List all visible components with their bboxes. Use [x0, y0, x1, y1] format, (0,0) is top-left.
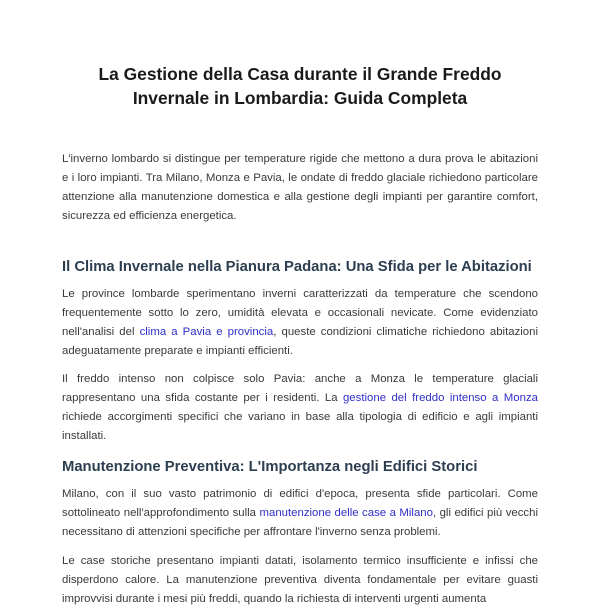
paragraph-text: Il freddo intenso non colpisce solo Pavia: anche a Monza le temperature glaciali rappresentano una sfida costante per i residenti. La [62, 373, 538, 404]
link-freddo-monza[interactable]: gestione del freddo intenso a Monza [342, 392, 538, 404]
climate-paragraph-2 [62, 370, 538, 446]
paragraph-text: Milano, con il suo vasto patrimonio di edifici d'epoca, presenta sfide particolari. Come sottolineato nell'approfondimento sulla [62, 488, 538, 519]
paragraph-text: Le province lombarde sperimentano inverni caratterizzati da temperature che scendono frequentemente sotto lo zero, umidità elevata e occasionali nevicate. Come evidenziato nell'analisi del [62, 288, 538, 338]
section-heading-maintenance: Manutenzione Preventiva: L'Importanza negli Edifici Storici [62, 459, 478, 475]
intro-paragraph: L'inverno lombardo si distingue per temperature rigide che mettono a dura prova le abitazioni e i loro impianti. Tra Milano, Monza e Pavia, le ondate di freddo glaciale richiedono particolare attenzione alla manutenzione domestica e alla gestione degli impianti per garantire comfort, sicurezza ed efficienza energetica. [62, 153, 538, 222]
title-line-1: La Gestione della Casa durante il Grande Freddo [98, 64, 502, 84]
maintenance-paragraph-2: Le case storiche presentano impianti datati, isolamento termico insufficiente e infissi che disperdono calore. La manutenzione preventiva diventa fondamentale per evitare guasti improvvisi durante i mesi più freddi, quando la richiesta di interventi urgenti aumenta [62, 555, 538, 605]
document-title [52, 62, 548, 110]
climate-paragraph-1 [62, 285, 538, 361]
maintenance-paragraph-1 [62, 485, 538, 542]
title-line-2: Invernale in Lombardia: Guida Completa [132, 88, 468, 108]
paragraph-text: , queste condizioni climatiche richiedono abitazioni adeguatamente preparate e impianti efficienti. [62, 326, 539, 357]
link-clima-pavia[interactable]: clima a Pavia e provincia [139, 326, 274, 338]
paragraph-text: richiede accorgimenti specifici che variano in base alla tipologia di edificio e agli impianti installati. [62, 411, 538, 442]
link-manutenzione-milano[interactable]: manutenzione delle case a Milano [259, 507, 433, 519]
section-heading-climate: Il Clima Invernale nella Pianura Padana: Una Sfida per le Abitazioni [62, 259, 532, 275]
paragraph-text: , gli edifici più vecchi necessitano di attenzioni specifiche per affrontare l'inverno senza problemi. [62, 507, 538, 538]
